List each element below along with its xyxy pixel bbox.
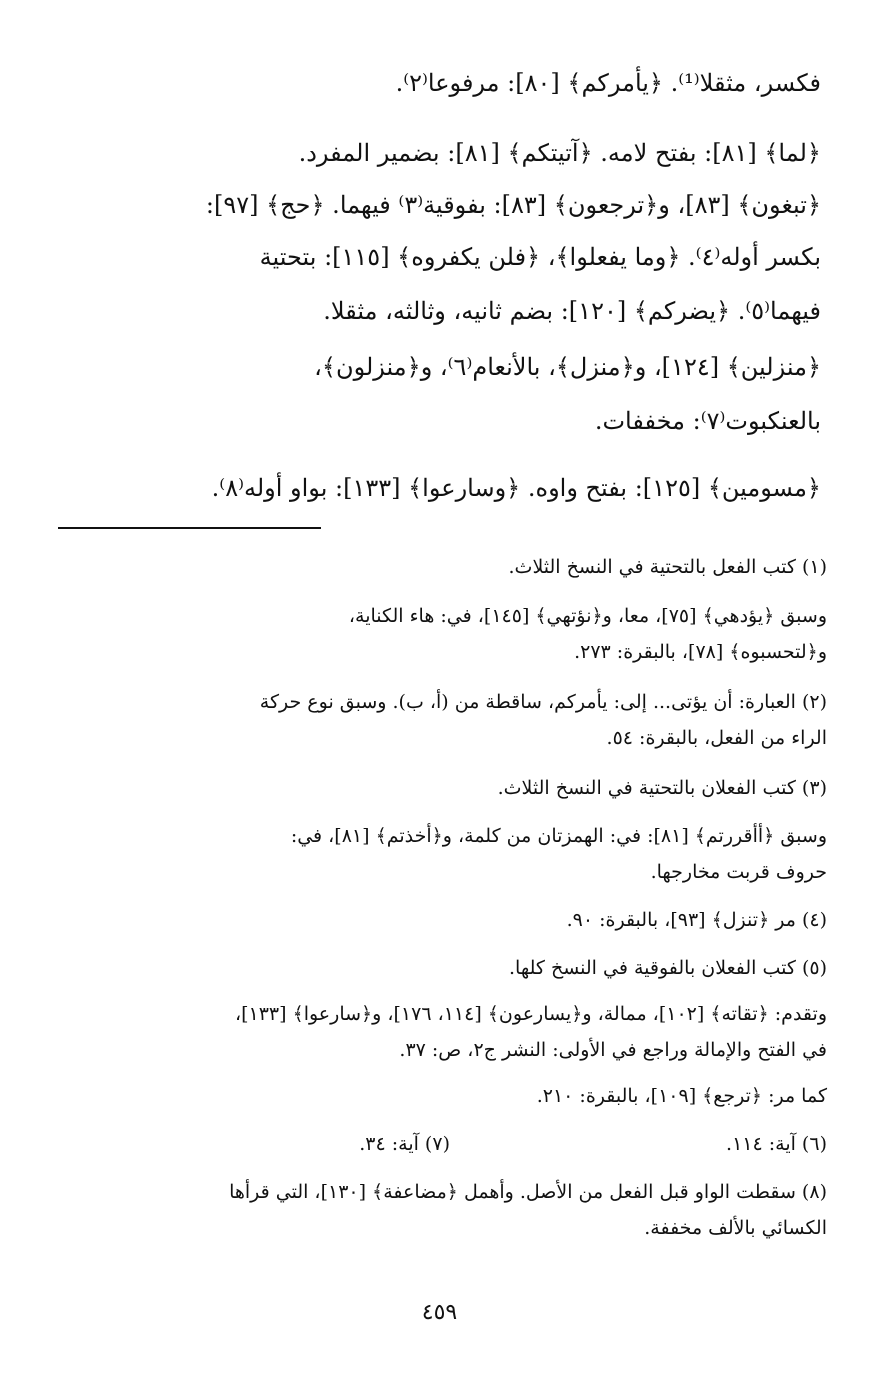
footnote-2-line-2: الراء من الفعل، بالبقرة: ٥٤. <box>606 727 827 749</box>
footnote-3-line-3: حروف قربت مخارجها. <box>650 861 827 883</box>
footnote-1-line-2: وسبق ﴿يؤدهي﴾ [٧٥]، معا، و﴿نؤتهي﴾ [١٤٥]، في: هاء الكناية، <box>348 605 827 627</box>
footnote-1-line-3: و﴿لتحسبوه﴾ [٧٨]، بالبقرة: ٢٧٣. <box>574 641 827 663</box>
footnote-4-line-1: (٤) مر ﴿تنزل﴾ [٩٣]، بالبقرة: ٩٠. <box>566 909 827 931</box>
footnote-8-line-1: (٨) سقطت الواو قبل الفعل من الأصل. وأهمل ﴿مضاعفة﴾ [١٣٠]، التي قرأها <box>229 1181 827 1203</box>
main-text-line-6: ﴿منزلين﴾ [١٢٤]، و﴿منزل﴾، بالأنعام⁽٦⁾، و﴿منزلون﴾، <box>314 353 821 381</box>
footnote-2-line-1: (٢) العبارة: أن يؤتى... إلى: يأمركم، ساقطة من (أ، ب). وسبق نوع حركة <box>259 691 827 713</box>
footnote-7: (٧) آية: ٣٤. <box>359 1133 450 1155</box>
footnote-separator <box>58 527 321 529</box>
footnote-3-line-2: وسبق ﴿أأقررتم﴾ [٨١]: في: الهمزتان من كلمة، و﴿أخذتم﴾ [٨١]، في: <box>290 825 827 847</box>
main-text-line-2: ﴿لما﴾ [٨١]: بفتح لامه. ﴿آتيتكم﴾ [٨١]: بضمير المفرد. <box>298 139 821 167</box>
footnote-6: (٦) آية: ١١٤. <box>726 1133 827 1155</box>
main-text-line-8: ﴿مسومين﴾ [١٢٥]: بفتح واوه. ﴿وسارعوا﴾ [١٣٣]: بواو أوله⁽٨⁾. <box>211 474 821 502</box>
footnote-5-line-4: كما مر: ﴿ترجع﴾ [١٠٩]، بالبقرة: ٢١٠. <box>536 1085 827 1107</box>
main-text-line-5: فيهما⁽٥⁾. ﴿يضركم﴾ [١٢٠]: بضم ثانيه، وثالثه، مثقلا. <box>323 297 821 325</box>
footnote-3-line-1: (٣) كتب الفعلان بالتحتية في النسخ الثلاث. <box>497 777 827 799</box>
footnote-5-line-1: (٥) كتب الفعلان بالفوقية في النسخ كلها. <box>508 957 827 979</box>
footnote-8-line-2: الكسائي بالألف مخففة. <box>644 1217 827 1239</box>
footnote-1-line-1: (١) كتب الفعل بالتحتية في النسخ الثلاث. <box>508 556 827 578</box>
page-number: ٤٥٩ <box>421 1300 458 1325</box>
footnote-5-line-3: في الفتح والإمالة وراجع في الأولى: النشر ج٢، ص: ٣٧. <box>399 1039 827 1061</box>
main-text-line-7: بالعنكبوت⁽٧⁾: مخففات. <box>594 407 821 435</box>
main-text-line-4: بكسر أوله⁽٤⁾. ﴿وما يفعلوا﴾، ﴿فلن يكفروه﴾ [١١٥]: بتحتية <box>259 243 821 271</box>
main-text-line-1: فكسر، مثقلا⁽¹⁾. ﴿يأمركم﴾ [٨٠]: مرفوعا⁽٢⁾. <box>395 69 821 97</box>
main-text-line-3: ﴿تبغون﴾ [٨٣]، و﴿ترجعون﴾ [٨٣]: بفوقية⁽٣⁾ فيهما. ﴿حج﴾ [٩٧]: <box>205 191 821 219</box>
footnote-5-line-2: وتقدم: ﴿تقاته﴾ [١٠٢]، ممالة، و﴿يسارعون﴾ [١١٤، ١٧٦]، و﴿سارعوا﴾ [١٣٣]، <box>234 1003 827 1025</box>
